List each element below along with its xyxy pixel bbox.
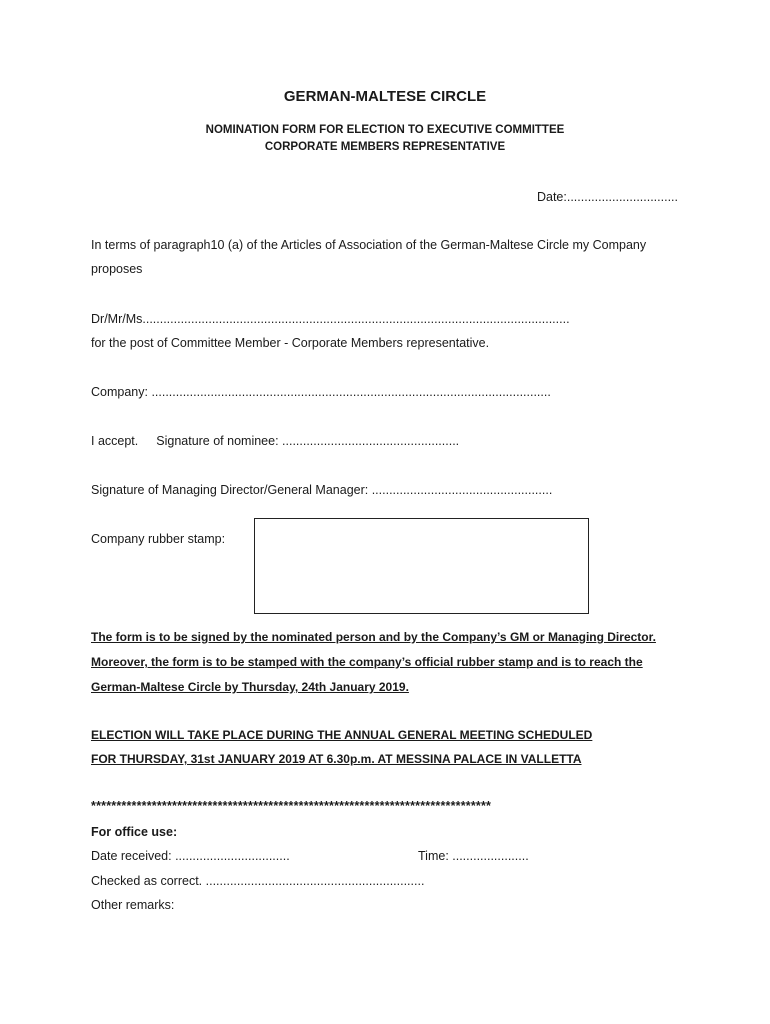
notice-line-3: German-Maltese Circle by Thursday, 24th January 2019.: [91, 680, 409, 694]
checked-field[interactable]: Checked as correct. ...............................................................: [91, 874, 425, 888]
company-field[interactable]: Company: ...................................................................................................................: [91, 385, 551, 399]
nominee-name-field[interactable]: Dr/Mr/Ms...........................................................................................................................: [91, 312, 570, 326]
election-line-2: FOR THURSDAY, 31st JANUARY 2019 AT 6.30p.m. AT MESSINA PALACE IN VALLETTA: [91, 752, 582, 766]
form-title: GERMAN-MALTESE CIRCLE: [283, 88, 487, 105]
post-description: for the post of Committee Member - Corporate Members representative.: [91, 336, 490, 350]
separator: *******************************************************************************: [91, 799, 492, 813]
md-signature-field[interactable]: Signature of Managing Director/General Manager: ....................................................: [91, 483, 553, 497]
election-line-1: ELECTION WILL TAKE PLACE DURING THE ANNUAL GENERAL MEETING SCHEDULED: [91, 728, 593, 742]
accept-line: [91, 434, 459, 449]
date-received-field[interactable]: Date received: .................................: [91, 849, 290, 863]
stamp-box[interactable]: [254, 518, 589, 614]
stamp-label: Company rubber stamp:: [91, 532, 226, 546]
notice-line-2: Moreover, the form is to be stamped with the company’s official rubber stamp and is to reach the: [91, 655, 643, 669]
notice-line-1: The form is to be signed by the nominated person and by the Company’s GM or Managing Director.: [91, 630, 656, 644]
intro-line-1: In terms of paragraph10 (a) of the Articles of Association of the German-Maltese Circle my Company: [91, 238, 647, 252]
accept-label: I accept.: [91, 434, 139, 448]
nominee-signature-field[interactable]: Signature of nominee: ...................................................: [156, 434, 460, 448]
form-subtitle-line-1: NOMINATION FORM FOR ELECTION TO EXECUTIVE COMMITTEE: [205, 124, 565, 136]
office-use-heading: For office use:: [91, 825, 178, 839]
form-subtitle-line-2: CORPORATE MEMBERS REPRESENTATIVE: [264, 141, 506, 153]
date-field[interactable]: Date:................................: [536, 190, 678, 204]
other-remarks-label: Other remarks:: [91, 898, 175, 912]
intro-line-2: proposes: [91, 262, 143, 276]
time-field[interactable]: Time: ......................: [418, 849, 529, 863]
